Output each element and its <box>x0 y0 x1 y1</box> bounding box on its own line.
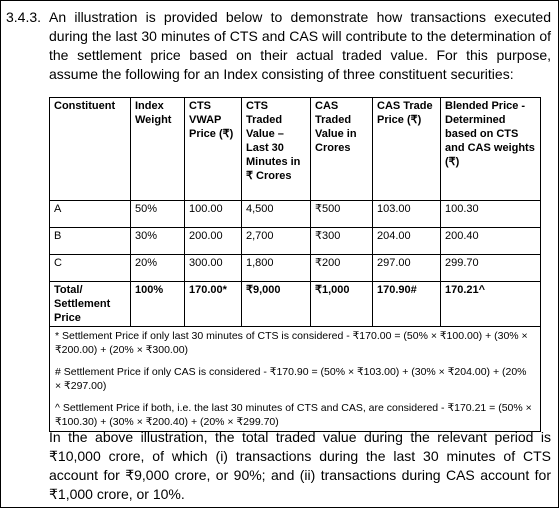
total-cell: 100% <box>131 282 185 327</box>
table-cell: 200.00 <box>185 228 242 255</box>
notes-row <box>50 327 541 432</box>
table-cell: 103.00 <box>373 201 441 228</box>
table-cell: 20% <box>131 255 185 282</box>
table-cell: 30% <box>131 228 185 255</box>
intro-paragraph: An illustration is provided below to demonstrate how transactions executed during the last 30 minutes of CTS and CAS will contribute to the determination of the settlement price based on their actual traded value. For this purpose, assume the following for an Index consisting of three constituent securities: <box>49 9 551 82</box>
header-index-weight: Index Weight <box>131 98 185 201</box>
total-cell: 170.00* <box>185 282 242 327</box>
table-cell: 200.40 <box>441 228 541 255</box>
notes-cell <box>50 327 541 432</box>
table-cell: 100.30 <box>441 201 541 228</box>
total-cell: 170.21^ <box>441 282 541 327</box>
table-cell: 299.70 <box>441 255 541 282</box>
table-header-row <box>50 98 541 201</box>
total-cell: Total/ Settlement Price <box>50 282 131 327</box>
table-cell: ₹200 <box>311 255 373 282</box>
total-cell: ₹9,000 <box>242 282 311 327</box>
table-row <box>50 255 541 282</box>
table-row <box>50 201 541 228</box>
note-cts: * Settlement Price if only last 30 minutes of CTS is considered - ₹170.00 = (50% × ₹100.00) + (30% × ₹200.00) + (20% × ₹300.00) <box>55 330 528 356</box>
table-cell: 1,800 <box>242 255 311 282</box>
table-cell: 4,500 <box>242 201 311 228</box>
table-cell: C <box>50 255 131 282</box>
table-row <box>50 228 541 255</box>
table-cell: B <box>50 228 131 255</box>
total-cell: ₹1,000 <box>311 282 373 327</box>
header-constituent: Constituent <box>50 98 131 201</box>
outro-paragraph: In the above illustration, the total traded value during the relevant period is ₹10,000 crore, of which (i) transactions during the last 30 minutes of CTS account for ₹9,000 crore, or 90%; and (ii) transactions during CAS account for ₹1,000 crore, or 10%. <box>49 429 551 502</box>
total-cell: 170.90# <box>373 282 441 327</box>
note-blended: ^ Settlement Price if both, i.e. the last 30 minutes of CTS and CAS, are considered - ₹170.21 = (50% × ₹100.30) + (30% × ₹200.40) + (20% × ₹299.70) <box>55 402 532 428</box>
table-cell: 100.00 <box>185 201 242 228</box>
header-cts-traded-value: CTS Traded Value – Last 30 Minutes in ₹ Crores <box>242 98 311 201</box>
header-cas-trade-price: CAS Trade Price (₹) <box>373 98 441 201</box>
settlement-table <box>49 97 541 432</box>
table-cell: ₹300 <box>311 228 373 255</box>
table-cell: 300.00 <box>185 255 242 282</box>
table-cell: 204.00 <box>373 228 441 255</box>
header-cts-vwap-price: CTS VWAP Price (₹) <box>185 98 242 201</box>
table-cell: 2,700 <box>242 228 311 255</box>
note-cas: # Settlement Price if only CAS is considered - ₹170.90 = (50% × ₹103.00) + (30% × ₹204.00) + (20% × ₹297.00) <box>55 366 527 392</box>
table-cell: ₹500 <box>311 201 373 228</box>
table-cell: A <box>50 201 131 228</box>
header-cas-traded-value: CAS Traded Value in Crores <box>311 98 373 201</box>
header-blended-price: Blended Price - Determined based on CTS and CAS weights (₹) <box>441 98 541 201</box>
total-row <box>50 282 541 327</box>
section-number: 3.4.3. <box>6 9 42 25</box>
table-cell: 297.00 <box>373 255 441 282</box>
table-cell: 50% <box>131 201 185 228</box>
